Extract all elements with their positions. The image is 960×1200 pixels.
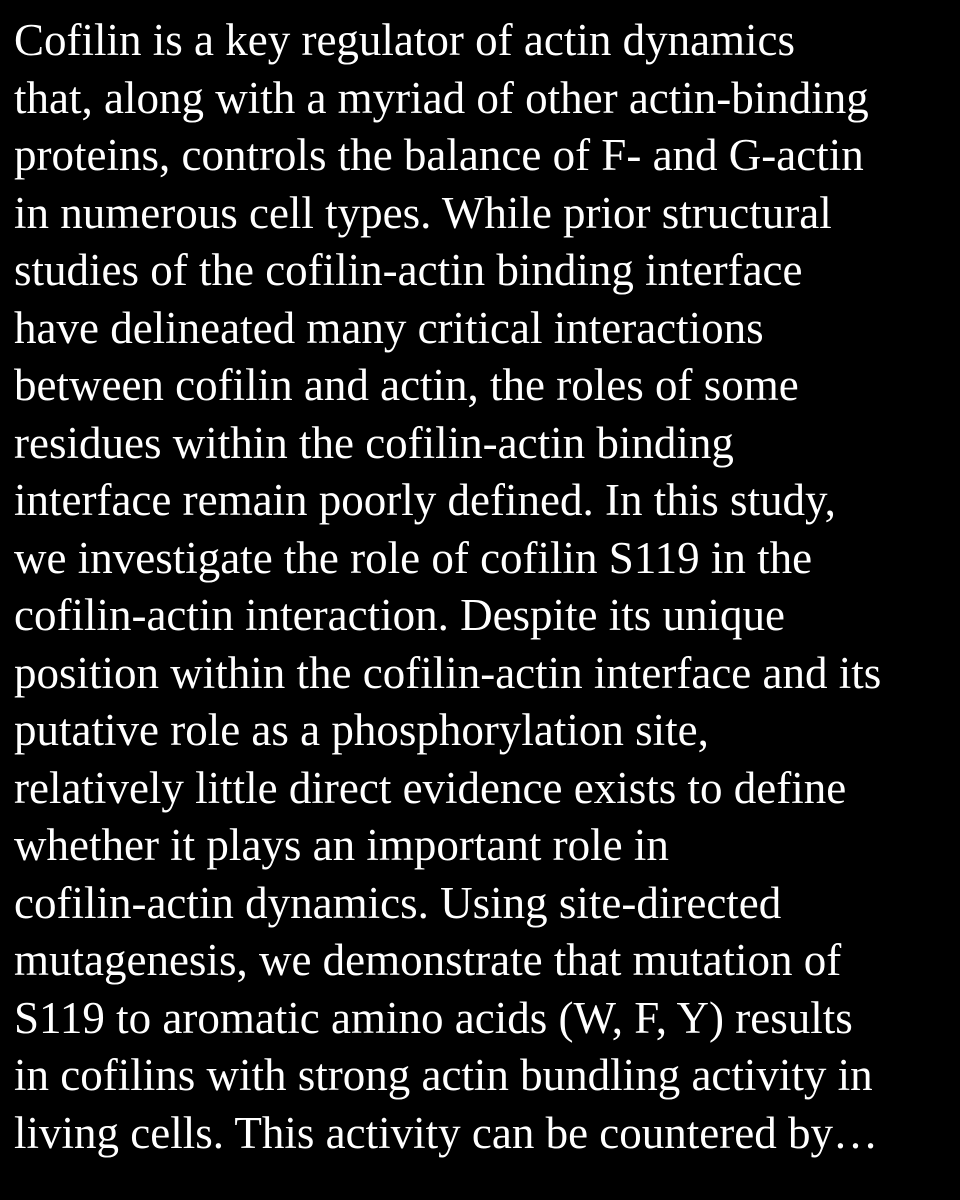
- text-line: in numerous cell types. While prior structural: [14, 187, 832, 238]
- text-line: mutagenesis, we demonstrate that mutation of: [14, 935, 842, 985]
- text-line: have delineated many critical interactions: [14, 302, 764, 353]
- text-line: Cofilin is a key regulator of actin dynamics: [14, 15, 796, 65]
- text-line: interface remain poorly defined. In this study,: [14, 475, 836, 525]
- text-line: between cofilin and actin, the roles of some: [14, 360, 799, 410]
- text-line: S119 to aromatic amino acids (W, F, Y) results: [14, 992, 853, 1043]
- text-line: cofilin-actin interaction. Despite its unique: [14, 590, 786, 640]
- text-line: relatively little direct evidence exists to define: [14, 762, 847, 813]
- text-line: studies of the cofilin-actin binding interface: [14, 245, 803, 295]
- text-line: that, along with a myriad of other actin-binding: [14, 72, 869, 123]
- text-line: whether it plays an important role in: [14, 820, 669, 870]
- text-line: proteins, controls the balance of F- and G-actin: [14, 130, 864, 180]
- text-line: we investigate the role of cofilin S119 in the: [14, 532, 813, 583]
- text-line: cofilin-actin dynamics. Using site-directed: [14, 877, 782, 928]
- text-line: living cells. This activity can be countered by…: [14, 1107, 878, 1158]
- text-line: position within the cofilin-actin interface and its: [14, 647, 882, 698]
- abstract-paragraph: [14, 12, 881, 1162]
- text-line: in cofilins with strong actin bundling activity in: [14, 1050, 873, 1100]
- text-line: residues within the cofilin-actin binding: [14, 417, 734, 468]
- text-line: putative role as a phosphorylation site,: [14, 705, 709, 755]
